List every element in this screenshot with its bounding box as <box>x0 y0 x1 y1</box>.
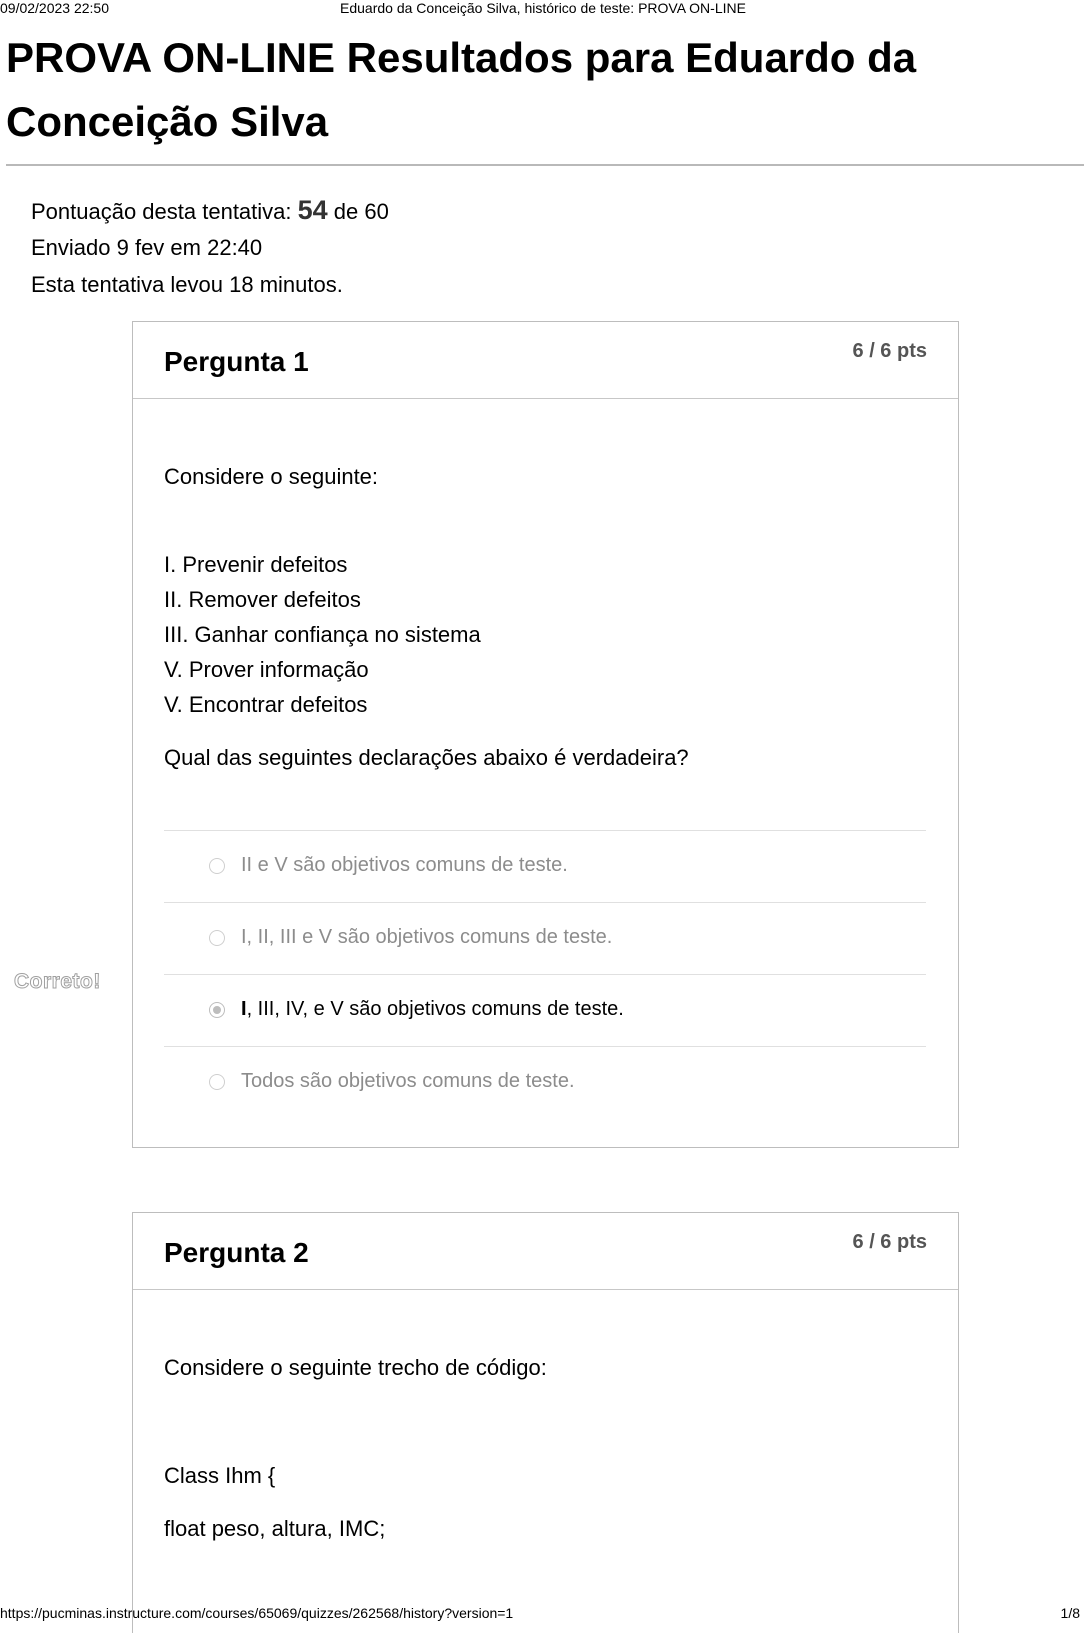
answer-label: I, II, III e V são objetivos comuns de teste. <box>241 926 613 948</box>
print-footer <box>0 1605 1086 1623</box>
question-item: I. Prevenir defeitos <box>164 552 348 577</box>
question-item: V. Encontrar defeitos <box>164 692 368 717</box>
answer-option[interactable] <box>164 1046 926 1118</box>
answer-label-rest: , III, IV, e V são objetivos comuns de teste. <box>246 998 624 1020</box>
answer-option-correct[interactable] <box>164 974 926 1046</box>
question-header <box>133 1213 958 1290</box>
answer-label: Todos são objetivos comuns de teste. <box>241 1070 575 1092</box>
footer-page-number: 1/8 <box>1060 1605 1080 1621</box>
question-points: 6 / 6 pts <box>852 340 927 362</box>
question-item: III. Ganhar confiança no sistema <box>164 622 481 647</box>
radio-button[interactable] <box>209 930 225 946</box>
print-header <box>0 0 1086 16</box>
answer-option[interactable] <box>164 830 926 902</box>
answer-label-bold: I <box>241 998 247 1020</box>
score-suffix: de 60 <box>327 199 389 224</box>
page-title: PROVA ON-LINE Resultados para Eduardo da Conceição Silva <box>6 34 917 145</box>
question-title: Pergunta 1 <box>164 346 309 377</box>
question-intro: Considere o seguinte trecho de código: <box>164 1355 547 1380</box>
code-line: Class Ihm { <box>164 1463 276 1488</box>
answer-option[interactable] <box>164 902 926 974</box>
question-title: Pergunta 2 <box>164 1237 309 1268</box>
question-2 <box>132 1212 959 1633</box>
score-line <box>31 192 389 229</box>
duration-line: Esta tentativa levou 18 minutos. <box>31 272 343 297</box>
print-document-title: Eduardo da Conceição Silva, histórico de teste: PROVA ON-LINE <box>340 0 746 16</box>
radio-button[interactable] <box>209 1074 225 1090</box>
footer-url: https://pucminas.instructure.com/courses/65069/quizzes/262568/history?version=1 <box>0 1605 514 1621</box>
answer-list <box>164 830 926 1118</box>
radio-button-selected[interactable] <box>209 1002 225 1018</box>
question-prompt: Qual das seguintes declarações abaixo é verdadeira? <box>164 745 689 770</box>
attempt-summary <box>31 192 389 303</box>
question-header <box>133 322 958 399</box>
print-datetime: 09/02/2023 22:50 <box>0 0 109 16</box>
score-prefix: Pontuação desta tentativa: <box>31 199 298 224</box>
question-item: V. Prover informação <box>164 657 369 682</box>
code-line: float peso, altura, IMC; <box>164 1516 386 1541</box>
radio-button[interactable] <box>209 858 225 874</box>
question-item: II. Remover defeitos <box>164 587 361 612</box>
answer-label: II e V são objetivos comuns de teste. <box>241 854 568 876</box>
correct-answer-flag: Correto! <box>0 962 129 1002</box>
submitted-line: Enviado 9 fev em 22:40 <box>31 235 263 260</box>
question-points: 6 / 6 pts <box>852 1231 927 1253</box>
answer-label <box>241 998 624 1021</box>
score-value: 54 <box>297 195 328 225</box>
question-intro: Considere o seguinte: <box>164 464 379 489</box>
question-1 <box>132 321 959 1148</box>
title-divider <box>6 164 1084 166</box>
